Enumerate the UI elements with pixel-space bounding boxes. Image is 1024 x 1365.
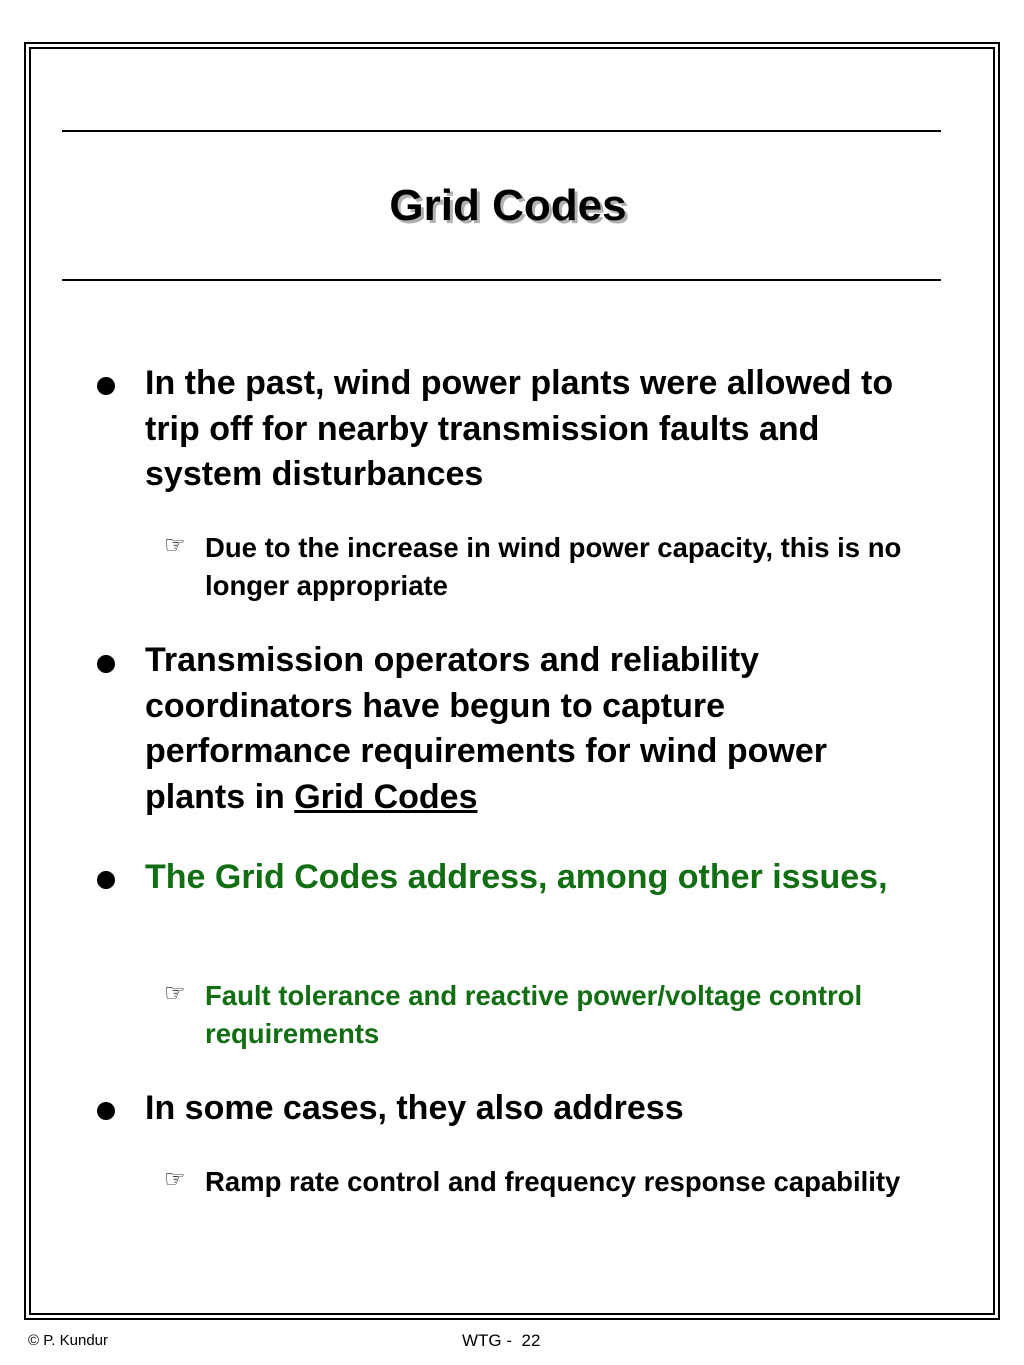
sub-bullet-text: Fault tolerance and reactive power/voltage control requirements	[205, 980, 863, 1049]
pointing-hand-icon: ☞	[164, 531, 186, 559]
bullet-text-main: Transmission operators and reliability coordinators have begun to capture performance requirements for wind power plants in	[145, 641, 828, 816]
bullet-dot-icon	[97, 655, 115, 673]
title-rule-bottom	[62, 279, 941, 281]
pointing-hand-icon: ☞	[164, 979, 186, 1007]
bullet-dot-icon	[97, 377, 115, 395]
bullet-dot-icon	[97, 871, 115, 889]
title-rule-top	[62, 130, 941, 132]
footer-page-label: WTG - 22	[462, 1331, 541, 1350]
sub-bullet-text: Due to the increase in wind power capacity, this is no longer appropriate	[205, 532, 902, 601]
bullet-text	[145, 638, 925, 820]
bullet-dot-icon	[97, 1102, 115, 1120]
pointing-hand-icon: ☞	[164, 1165, 186, 1193]
grid-codes-link[interactable]: Grid Codes	[294, 777, 478, 816]
bullet-text: In some cases, they also address	[145, 1089, 684, 1127]
bullet-text: The Grid Codes address, among other issues,	[145, 858, 888, 896]
sub-bullet-text: Ramp rate control and frequency response capability	[205, 1166, 901, 1197]
bullet-text: In the past, wind power plants were allowed to trip off for nearby transmission faults and system disturbances	[145, 364, 894, 493]
footer-copyright: © P. Kundur	[28, 1332, 108, 1349]
slide-title: Grid Codes	[389, 181, 627, 230]
